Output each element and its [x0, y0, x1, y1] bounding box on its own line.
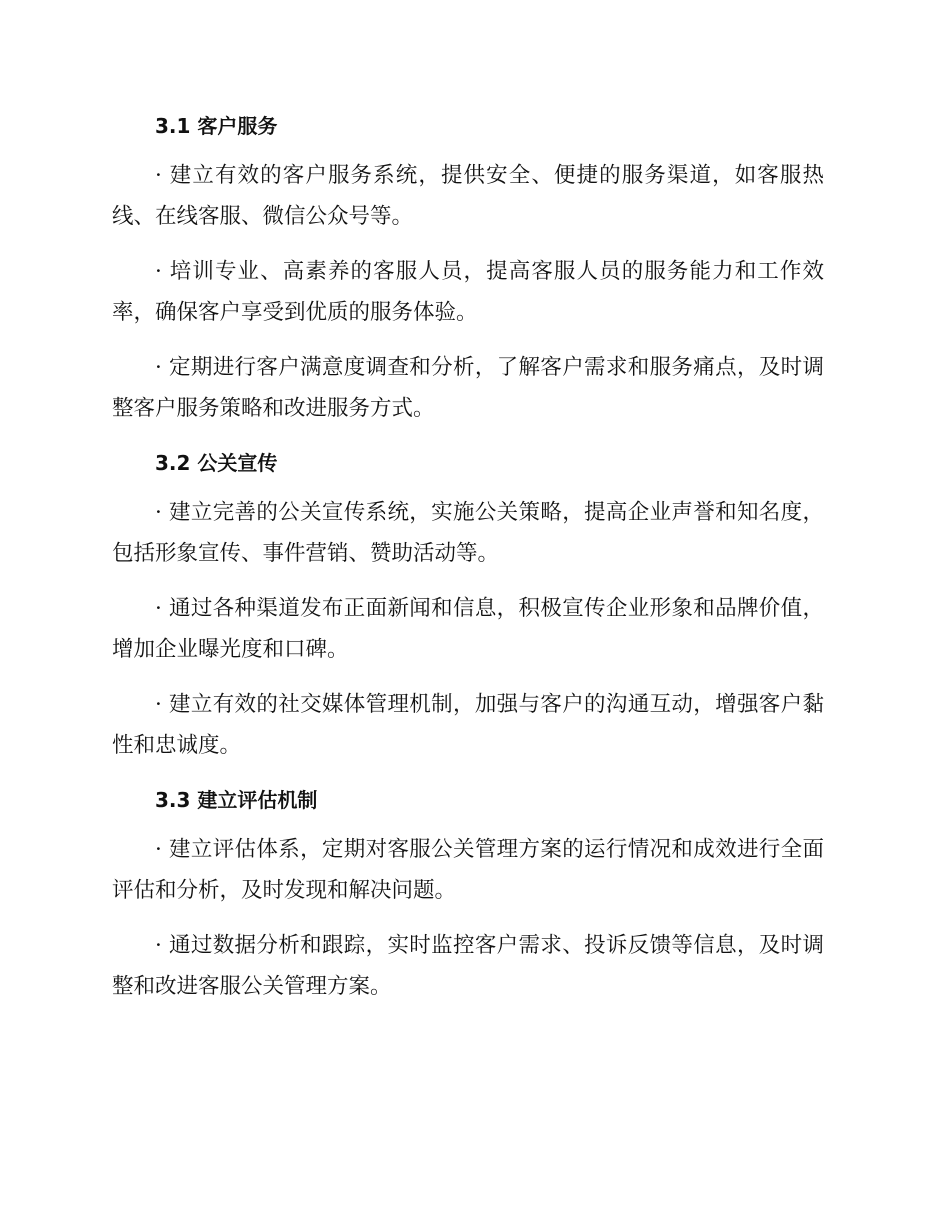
section-heading: 3.3 建立评估机制 — [155, 788, 318, 812]
document-body — [112, 106, 824, 1021]
paragraph: · 定期进行客户满意度调查和分析，了解客户需求和服务痛点，及时调整客户服务策略和改进服务方式。 — [112, 355, 824, 421]
paragraph: · 通过数据分析和跟踪，实时监控客户需求、投诉反馈等信息，及时调整和改进客服公关管理方案。 — [112, 933, 824, 999]
section-public-relations — [112, 443, 824, 766]
section-heading: 3.1 客户服务 — [155, 114, 278, 138]
paragraph: · 通过各种渠道发布正面新闻和信息，积极宣传企业形象和品牌价值，增加企业曝光度和口碑。 — [112, 596, 824, 662]
section-evaluation-mechanism — [112, 780, 824, 1007]
paragraph: · 建立有效的客户服务系统，提供安全、便捷的服务渠道，如客服热线、在线客服、微信公众号等。 — [112, 163, 824, 229]
paragraph: · 培训专业、高素养的客服人员，提高客服人员的服务能力和工作效率，确保客户享受到优质的服务体验。 — [112, 259, 824, 325]
paragraph: · 建立有效的社交媒体管理机制，加强与客户的沟通互动，增强客户黏性和忠诚度。 — [112, 692, 824, 758]
section-customer-service — [112, 106, 824, 429]
section-heading: 3.2 公关宣传 — [155, 451, 278, 475]
paragraph: · 建立完善的公关宣传系统，实施公关策略，提高企业声誉和知名度，包括形象宣传、事件营销、赞助活动等。 — [112, 500, 824, 566]
paragraph: · 建立评估体系，定期对客服公关管理方案的运行情况和成效进行全面评估和分析，及时发现和解决问题。 — [112, 837, 824, 903]
